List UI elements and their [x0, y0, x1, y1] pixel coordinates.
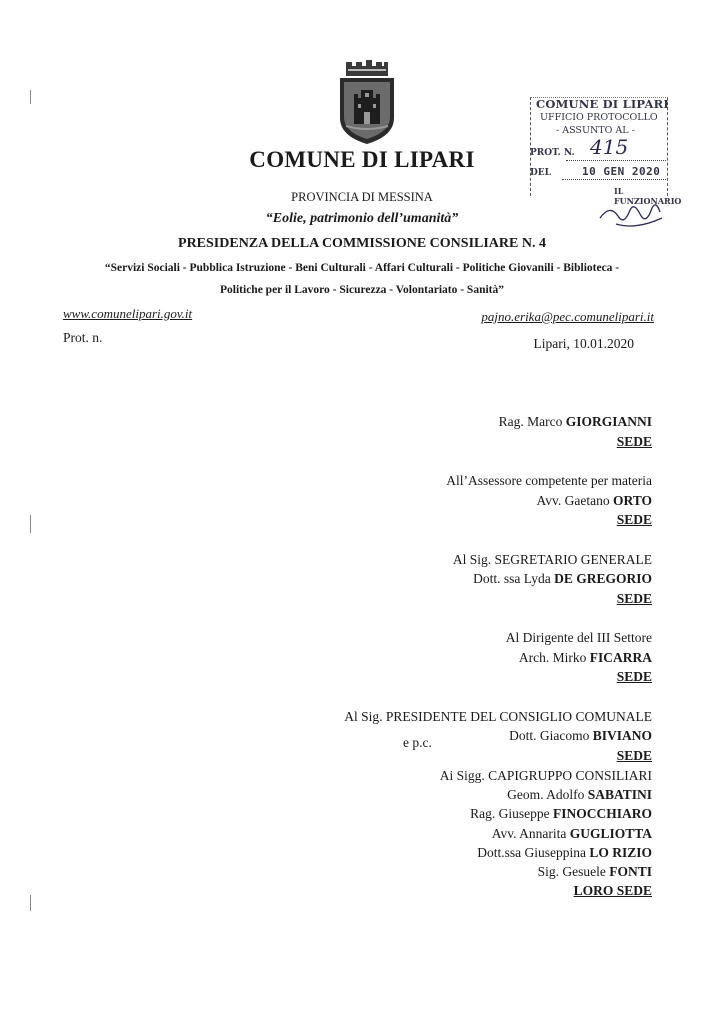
stamp-line-3: - ASSUNTO AL -: [556, 125, 635, 136]
member-title-name: Rag. Giuseppe: [470, 806, 553, 822]
recipient-text: Dott. ssa Lyda: [473, 571, 555, 586]
crest-icon: [332, 60, 402, 146]
recipient-sede: SEDE: [616, 669, 652, 684]
place-and-date: Lipari, 10.01.2020: [533, 336, 634, 351]
recipient-sede: SEDE: [616, 590, 652, 606]
recipient-block: [212, 628, 652, 687]
member-title-name: Dott.ssa Giuseppina: [477, 844, 590, 860]
recipient-line: [212, 628, 652, 648]
member-surname: LO RIZIO: [589, 844, 652, 860]
stamp-prot-label: PROT. N.: [530, 148, 575, 158]
member-surname: FONTI: [609, 864, 652, 880]
member-surname: FINOCCHIARO: [552, 806, 652, 822]
recipient-text: Dott. Giacomo: [509, 728, 593, 743]
recipient-text: All’Assessore competente per materia: [446, 473, 652, 488]
recipient-line: [212, 491, 652, 511]
capigruppo-member: [212, 862, 652, 881]
capigruppo-member: [212, 804, 652, 823]
recipients-list: [212, 412, 652, 785]
recipient-block: [212, 412, 652, 451]
recipient-text: Al Sig. PRESIDENTE DEL CONSIGLIO COMUNALE: [344, 708, 652, 724]
recipient-text: Al Sig. SEGRETARIO GENERALE: [452, 551, 652, 567]
stamp-del-label: DEL: [530, 168, 551, 178]
province-label: PROVINCIA DI MESSINA: [291, 190, 433, 204]
stamp-line-1: COMUNE DI LIPARI: [536, 97, 669, 111]
recipient-surname: FICARRA: [589, 649, 652, 665]
recipient-line: [212, 569, 652, 589]
member-surname: GUGLIOTTA: [569, 825, 652, 841]
capigruppo-member: [212, 824, 652, 843]
recipient-surname: BIVIANO: [592, 728, 652, 743]
stamp-del-value: 10 GEN 2020: [582, 165, 661, 178]
recipient-sede: SEDE: [616, 747, 652, 763]
member-title-name: Geom. Adolfo: [507, 787, 588, 803]
capigruppo-block: [212, 766, 652, 900]
member-title-name: Sig. Gesuele: [537, 864, 610, 880]
recipient-line: [212, 707, 652, 727]
recipient-text: Al Dirigente del III Settore: [505, 630, 652, 645]
recipient-line: [212, 471, 652, 491]
recipient-line: [212, 550, 652, 570]
recipient-block: [212, 707, 652, 766]
pec-email-link[interactable]: pajno.erika@pec.comunelipari.it: [481, 309, 654, 324]
recipient-block: [212, 471, 652, 530]
services-line-1: “Servizi Sociali - Pubblica Istruzione - Beni Culturali - Affari Culturali - Politiche Giovanili - Biblioteca -: [104, 262, 620, 274]
recipient-line: [212, 412, 652, 432]
protocol-stamp: [526, 95, 682, 206]
recipient-text: Arch. Mirko: [518, 649, 590, 665]
services-line-2: Politiche per il Lavoro - Sicurezza - Volontariato - Sanità”: [220, 284, 504, 296]
recipient-sede: SEDE: [616, 433, 652, 449]
recipient-surname: GIORGIANNI: [565, 414, 652, 429]
recipient-block: [212, 550, 652, 609]
presidency-heading: PRESIDENZA DELLA COMMISSIONE CONSILIARE N. 4: [178, 236, 546, 251]
motto: “Eolie, patrimonio dell’umanità”: [265, 211, 459, 226]
recipient-text: Rag. Marco: [498, 414, 566, 429]
recipient-text: Avv. Gaetano: [536, 492, 613, 508]
capigruppo-member: [212, 785, 652, 804]
stamp-prot-value: 415: [590, 135, 629, 159]
recipient-surname: ORTO: [612, 492, 652, 508]
cc-label: e p.c.: [403, 735, 432, 750]
recipient-line: [212, 648, 652, 668]
protocol-number-label: Prot. n.: [63, 330, 103, 345]
page-title: COMUNE DI LIPARI: [249, 147, 475, 172]
member-surname: SABATINI: [587, 787, 652, 803]
stamp-line-2: UFFICIO PROTOCOLLO: [540, 112, 658, 123]
capigruppo-sede: LORO SEDE: [573, 883, 652, 899]
website-link[interactable]: www.comunelipari.gov.it: [63, 306, 193, 321]
recipient-line: [212, 726, 652, 746]
capigruppo-member: [212, 843, 652, 862]
recipient-sede: SEDE: [616, 512, 652, 527]
recipient-surname: DE GREGORIO: [554, 571, 652, 586]
member-title-name: Avv. Annarita: [491, 825, 570, 841]
stamp-official: IL FUNZIONARIO: [614, 186, 682, 206]
signature-icon: [596, 196, 668, 236]
capigruppo-heading: Ai Sigg. CAPIGRUPPO CONSILIARI: [439, 768, 652, 783]
